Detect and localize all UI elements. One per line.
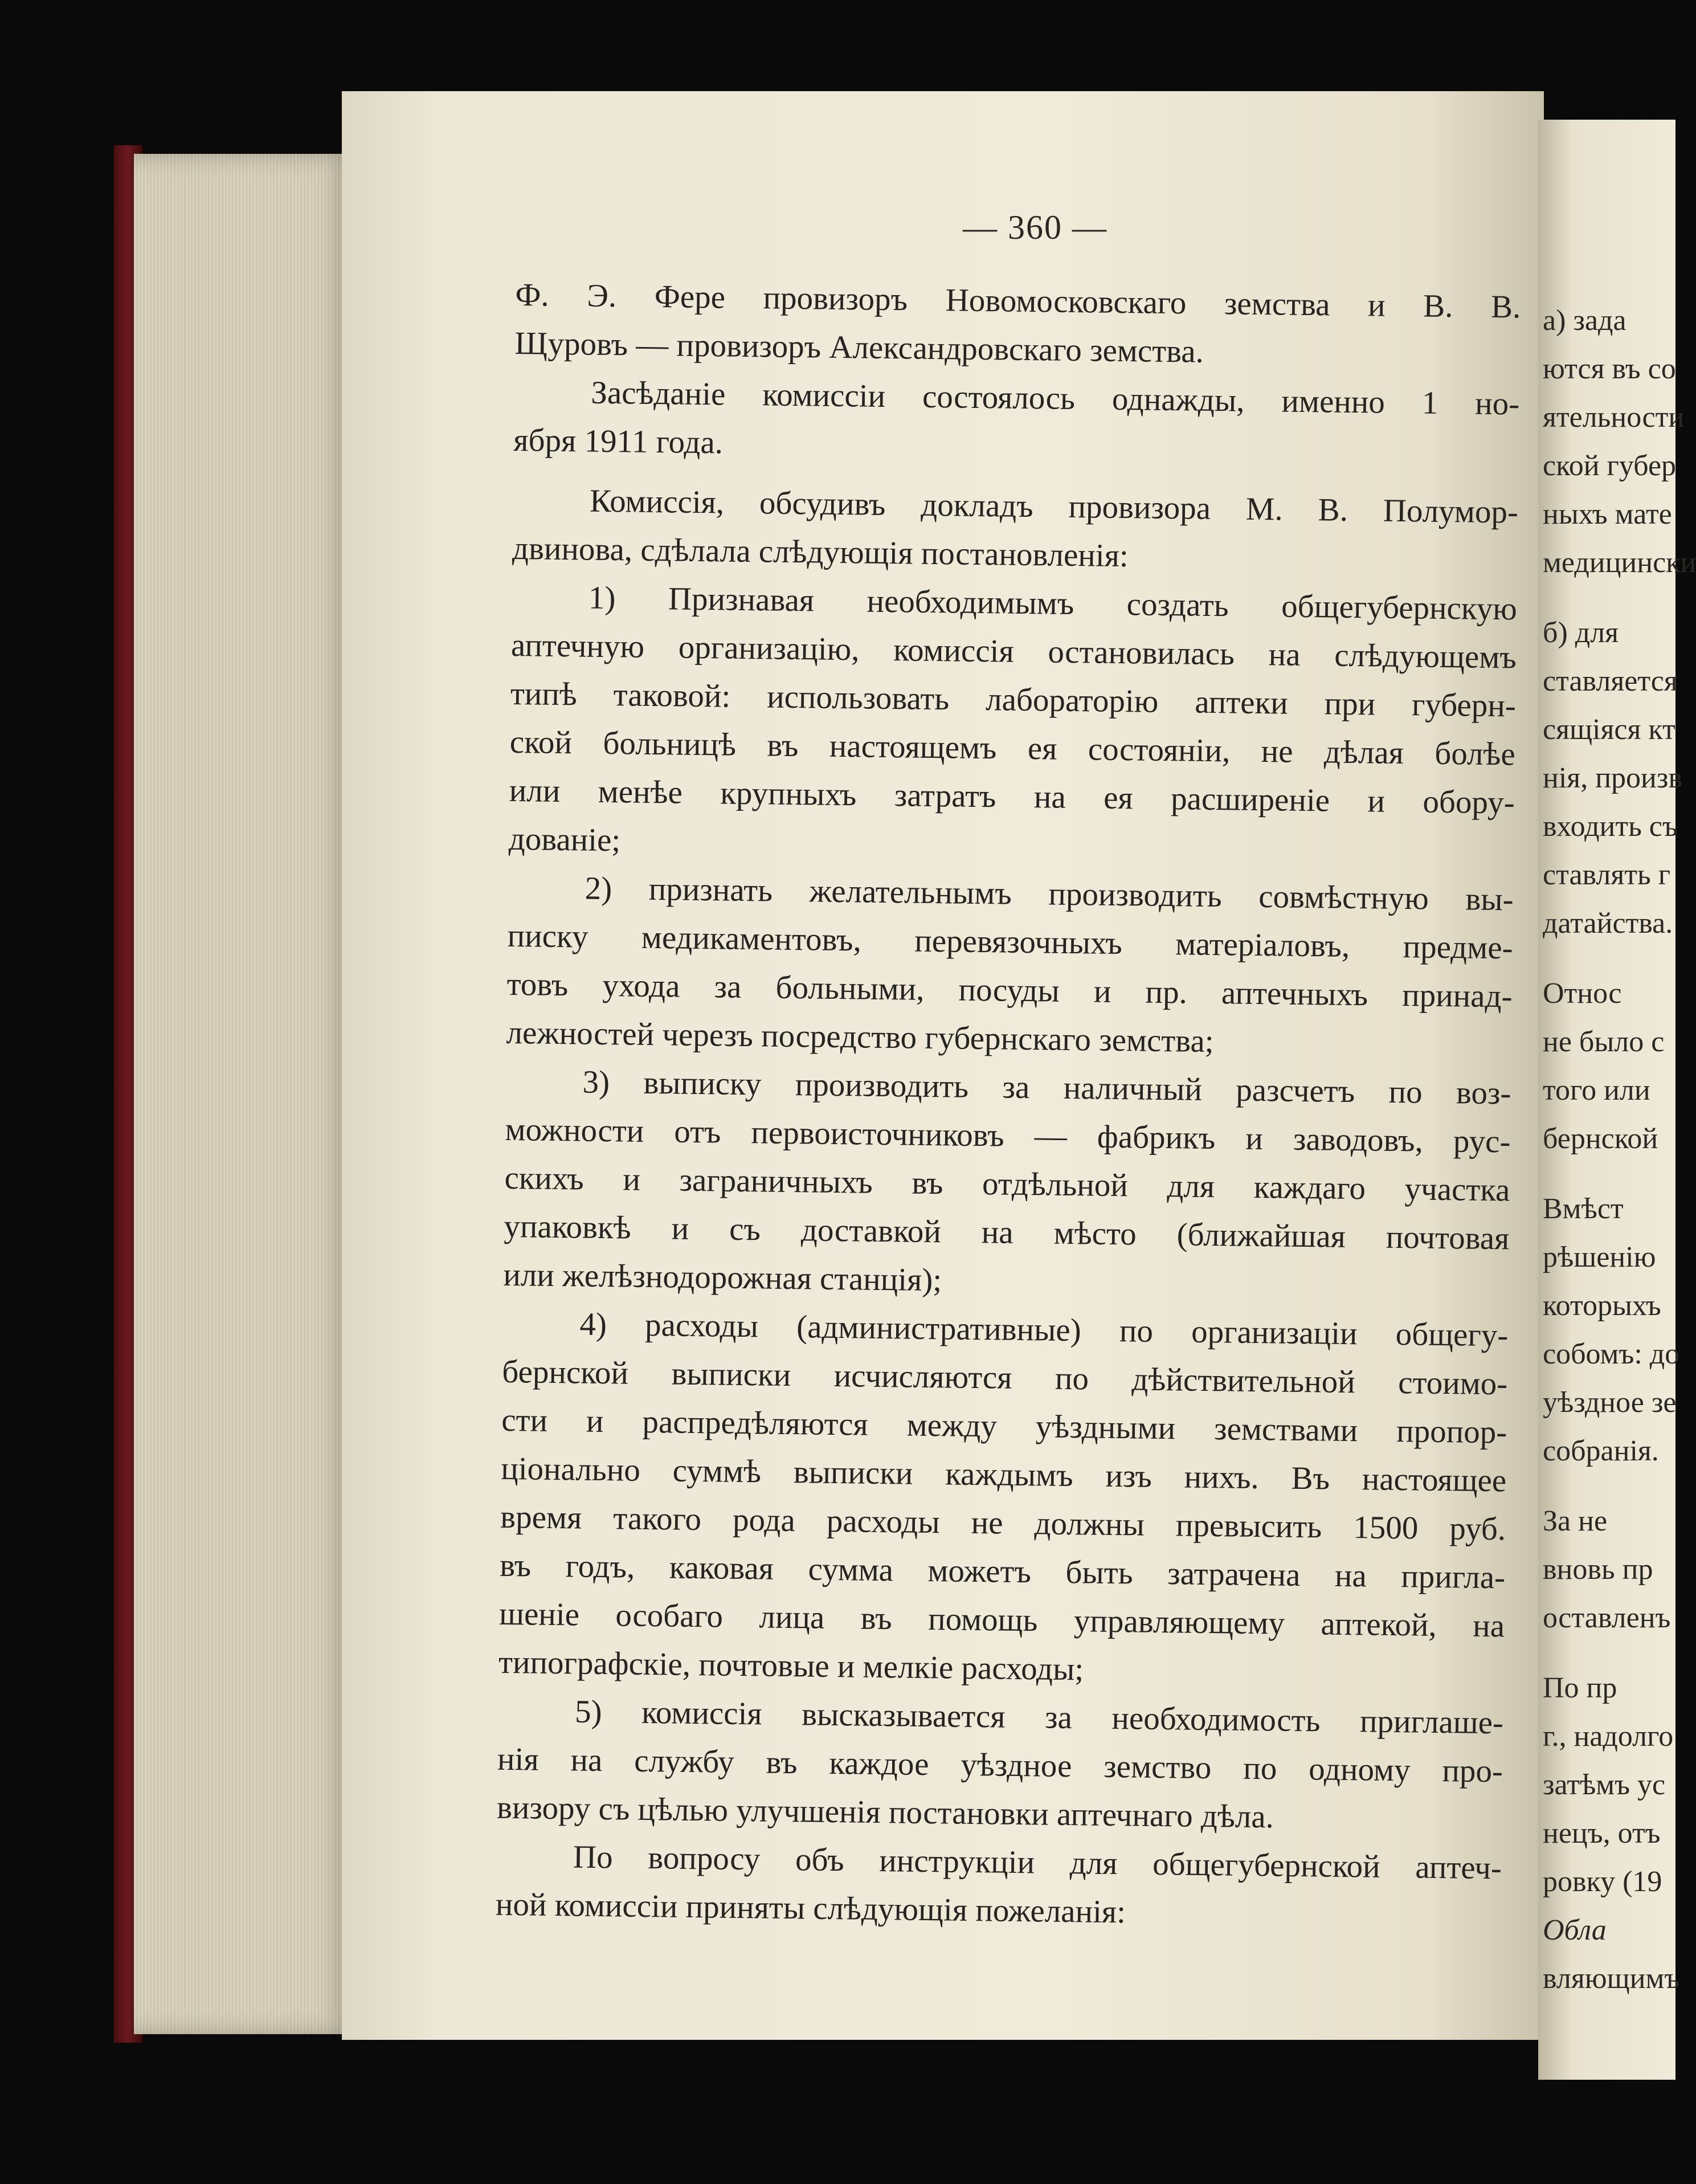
text-line: не было с (1543, 1026, 1665, 1058)
text-line: ціонально суммѣ выписки каждымъ изъ нихъ. Въ настоящее (500, 1450, 1507, 1499)
text-line: нецъ, отъ (1543, 1817, 1661, 1850)
text-line: а) зада (1543, 304, 1626, 337)
text-line: По вопросу объ инструкціи для общегубернской аптеч- (573, 1839, 1502, 1887)
text-line: визору съ цѣлью улучшенія постановки аптечнаго дѣла. (496, 1789, 1274, 1835)
text-line: 5) комиссія высказывается за необходимость приглаше- (574, 1693, 1504, 1741)
text-line: входить съ (1543, 810, 1678, 843)
text-line: сти и распредѣляются между уѣздными земствами пропор- (501, 1402, 1507, 1451)
text-line: дованіе; (508, 820, 621, 859)
text-line: 2) признать желательнымъ производить совмѣстную вы- (585, 870, 1514, 918)
text-line: По пр (1543, 1672, 1617, 1704)
page-number: — 360 — (963, 209, 1107, 246)
text-line: Засѣданіе комиссіи состоялось однажды, именно 1 но- (591, 374, 1520, 422)
text-line: 4) расходы (административные) по организаціи общегу- (579, 1306, 1509, 1354)
text-line: упаковкѣ и съ доставкой на мѣсто (ближайшая почтовая (504, 1208, 1510, 1257)
text-line: Ф. Э. Фере провизоръ Новомосковскаго земства и В. В. (515, 276, 1521, 325)
text-line: ской губер (1543, 450, 1677, 482)
text-line: оставленъ (1543, 1602, 1671, 1634)
text-line: шеніе особаго лица въ помощь управляющему аптекой, на (498, 1595, 1505, 1644)
text-line: ября 1911 года. (513, 422, 724, 461)
text-line: За не (1543, 1505, 1608, 1537)
text-line: ются въ со (1543, 353, 1676, 385)
text-line: собранія. (1543, 1435, 1659, 1467)
text-line: вновь пр (1543, 1553, 1653, 1586)
text-line: медицински (1543, 546, 1696, 579)
page-body-text (495, 271, 1521, 1941)
text-line: можности отъ первоисточниковъ — фабрикъ и заводовъ, рус- (505, 1111, 1511, 1160)
text-line: б) для (1543, 617, 1619, 649)
text-line: г., надолго (1543, 1720, 1674, 1753)
text-line: ставлять г (1543, 859, 1671, 891)
text-line: двинова, сдѣлала слѣдующія постановленія: (512, 530, 1129, 574)
text-line: ныхъ мате (1543, 498, 1672, 530)
text-line: того или (1543, 1074, 1650, 1107)
text-line: 1) Признавая необходимымъ создать общегубернскую (588, 579, 1518, 627)
text-line: затѣмъ ус (1543, 1769, 1666, 1801)
text-line: вляющимъ (1543, 1962, 1680, 1995)
text-line: типографскіе, почтовые и мелкіе расходы; (498, 1644, 1084, 1688)
text-line: 3) выписку производить за наличный разсчетъ по воз- (582, 1064, 1511, 1112)
text-line: бернской (1543, 1122, 1658, 1155)
text-line: или желѣзнодорожная станція); (503, 1256, 942, 1299)
text-line: ставляется (1543, 665, 1678, 697)
text-line: ской больницѣ въ настоящемъ ея состояніи, не дѣлая болѣе (509, 724, 1516, 773)
right-page-text-fragment (1543, 296, 1696, 2003)
text-line: Обла (1543, 1914, 1607, 1946)
text-line: собомъ: до (1543, 1338, 1680, 1370)
text-line: въ годъ, каковая сумма можетъ быть затрачена на пригла- (499, 1547, 1506, 1596)
text-line: датайства. (1543, 907, 1673, 940)
text-line: которыхъ (1543, 1289, 1661, 1322)
text-line: Относ (1543, 977, 1622, 1010)
text-line: бернской выписки исчисляются по дѣйствительной стоимо- (502, 1353, 1508, 1402)
text-line: ятельности (1543, 401, 1685, 434)
text-line: ровку (19 (1543, 1865, 1662, 1898)
text-line: типѣ таковой: использовать лабораторію аптеки при губерн- (510, 675, 1517, 724)
text-line: аптечную организацію, комиссія остановилась на слѣдующемъ (510, 627, 1517, 676)
text-line: время такого рода расходы не должны превысить 1500 руб. (500, 1499, 1506, 1548)
text-line: Щуровъ — провизоръ Александровскаго земства. (514, 325, 1204, 370)
text-line: Комиссія, обсудивъ докладъ провизора М. В. Полумор- (589, 483, 1519, 530)
text-line: писку медикаментовъ, перевязочныхъ матеріаловъ, предме- (507, 917, 1513, 966)
text-line: скихъ и заграничныхъ въ отдѣльной для каждаго участка (504, 1160, 1510, 1209)
text-line: товъ ухода за больными, посуды и пр. аптечныхъ принад- (506, 966, 1513, 1015)
text-line: нія, произв (1543, 762, 1682, 794)
page-stack-edges (134, 154, 356, 2034)
text-line: нія на службу въ каждое уѣздное земство по одному про- (497, 1741, 1503, 1790)
text-line: ной комиссіи приняты слѣдующія пожеланія: (495, 1886, 1126, 1930)
text-line: рѣшенію (1543, 1241, 1656, 1273)
text-line: лежностей черезъ посредство губернскаго земства; (506, 1014, 1214, 1060)
text-line: уѣздное зе (1543, 1386, 1677, 1419)
text-line: сящіяся кт (1543, 713, 1675, 746)
text-line: Вмѣст (1543, 1193, 1624, 1225)
text-line: или менѣе крупныхъ затратъ на ея расширеніе и обору- (509, 772, 1515, 821)
